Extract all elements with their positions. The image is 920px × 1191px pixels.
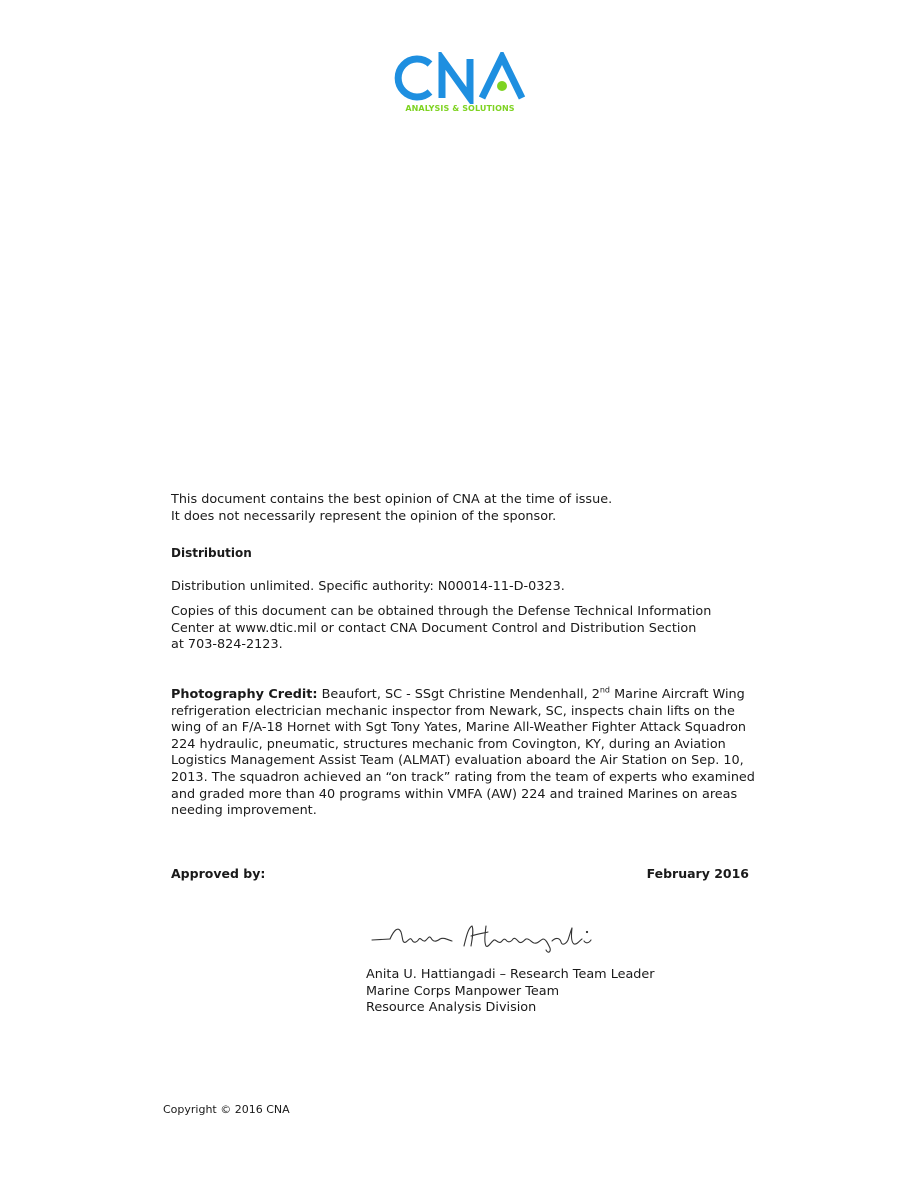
copies-line-3: at 703-824-2123. bbox=[171, 637, 283, 652]
cna-logo bbox=[390, 52, 530, 118]
approval-date: February 2016 bbox=[646, 866, 749, 881]
disclaimer bbox=[171, 492, 761, 525]
photo-credit bbox=[171, 687, 761, 820]
photo-credit-label: Photography Credit: bbox=[171, 687, 318, 702]
copies-line-2: Center at www.dtic.mil or contact CNA Document Control and Distribution Section bbox=[171, 620, 697, 636]
signature-image bbox=[368, 920, 593, 960]
disclaimer-line-2: It does not necessarily represent the opinion of the sponsor. bbox=[171, 508, 557, 524]
distribution-heading: Distribution bbox=[171, 546, 252, 560]
copies-statement bbox=[171, 604, 761, 654]
photo-credit-text-b: Marine Aircraft Wing refrigeration electrician mechanic inspector from Newark, SC, inspects chain lifts on the wing of an F/A-18 Hornet with Sgt Tony Yates, Marine All-Weather Fighter Attack Squadron 224 hydraulic, pneumatic, structures mechanic from Covington, KY, during an Aviation Logistics Management Assist Team (ALMAT) evaluation aboard the Air Station on Sep. 10, 2013. The squadron achieved an “on track” rating from the team of experts who examined and graded more than 40 programs within VMFA (AW) 224 and trained Marines on areas needing improvement. bbox=[171, 687, 755, 819]
disclaimer-line-1: This document contains the best opinion of CNA at the time of issue. bbox=[171, 492, 613, 507]
signer-name: Anita U. Hattiangadi – Research Team Leader bbox=[366, 967, 655, 982]
signer-block bbox=[366, 967, 655, 1017]
photo-credit-superscript: nd bbox=[599, 685, 610, 695]
logo-tagline: ANALYSIS & SOLUTIONS bbox=[405, 104, 515, 113]
signer-division: Resource Analysis Division bbox=[366, 1000, 537, 1015]
signer-team: Marine Corps Manpower Team bbox=[366, 983, 560, 999]
signature-icon bbox=[368, 920, 593, 960]
cna-logo-mark bbox=[390, 52, 530, 104]
approved-by-label: Approved by: bbox=[171, 866, 266, 881]
photo-credit-text-a: Beaufort, SC - SSgt Christine Mendenhall, 2 bbox=[317, 687, 600, 702]
distribution-statement: Distribution unlimited. Specific authority: N00014-11-D-0323. bbox=[171, 579, 565, 594]
copies-line-1: Copies of this document can be obtained through the Defense Technical Information bbox=[171, 604, 712, 619]
copyright-notice: Copyright © 2016 CNA bbox=[163, 1103, 290, 1116]
